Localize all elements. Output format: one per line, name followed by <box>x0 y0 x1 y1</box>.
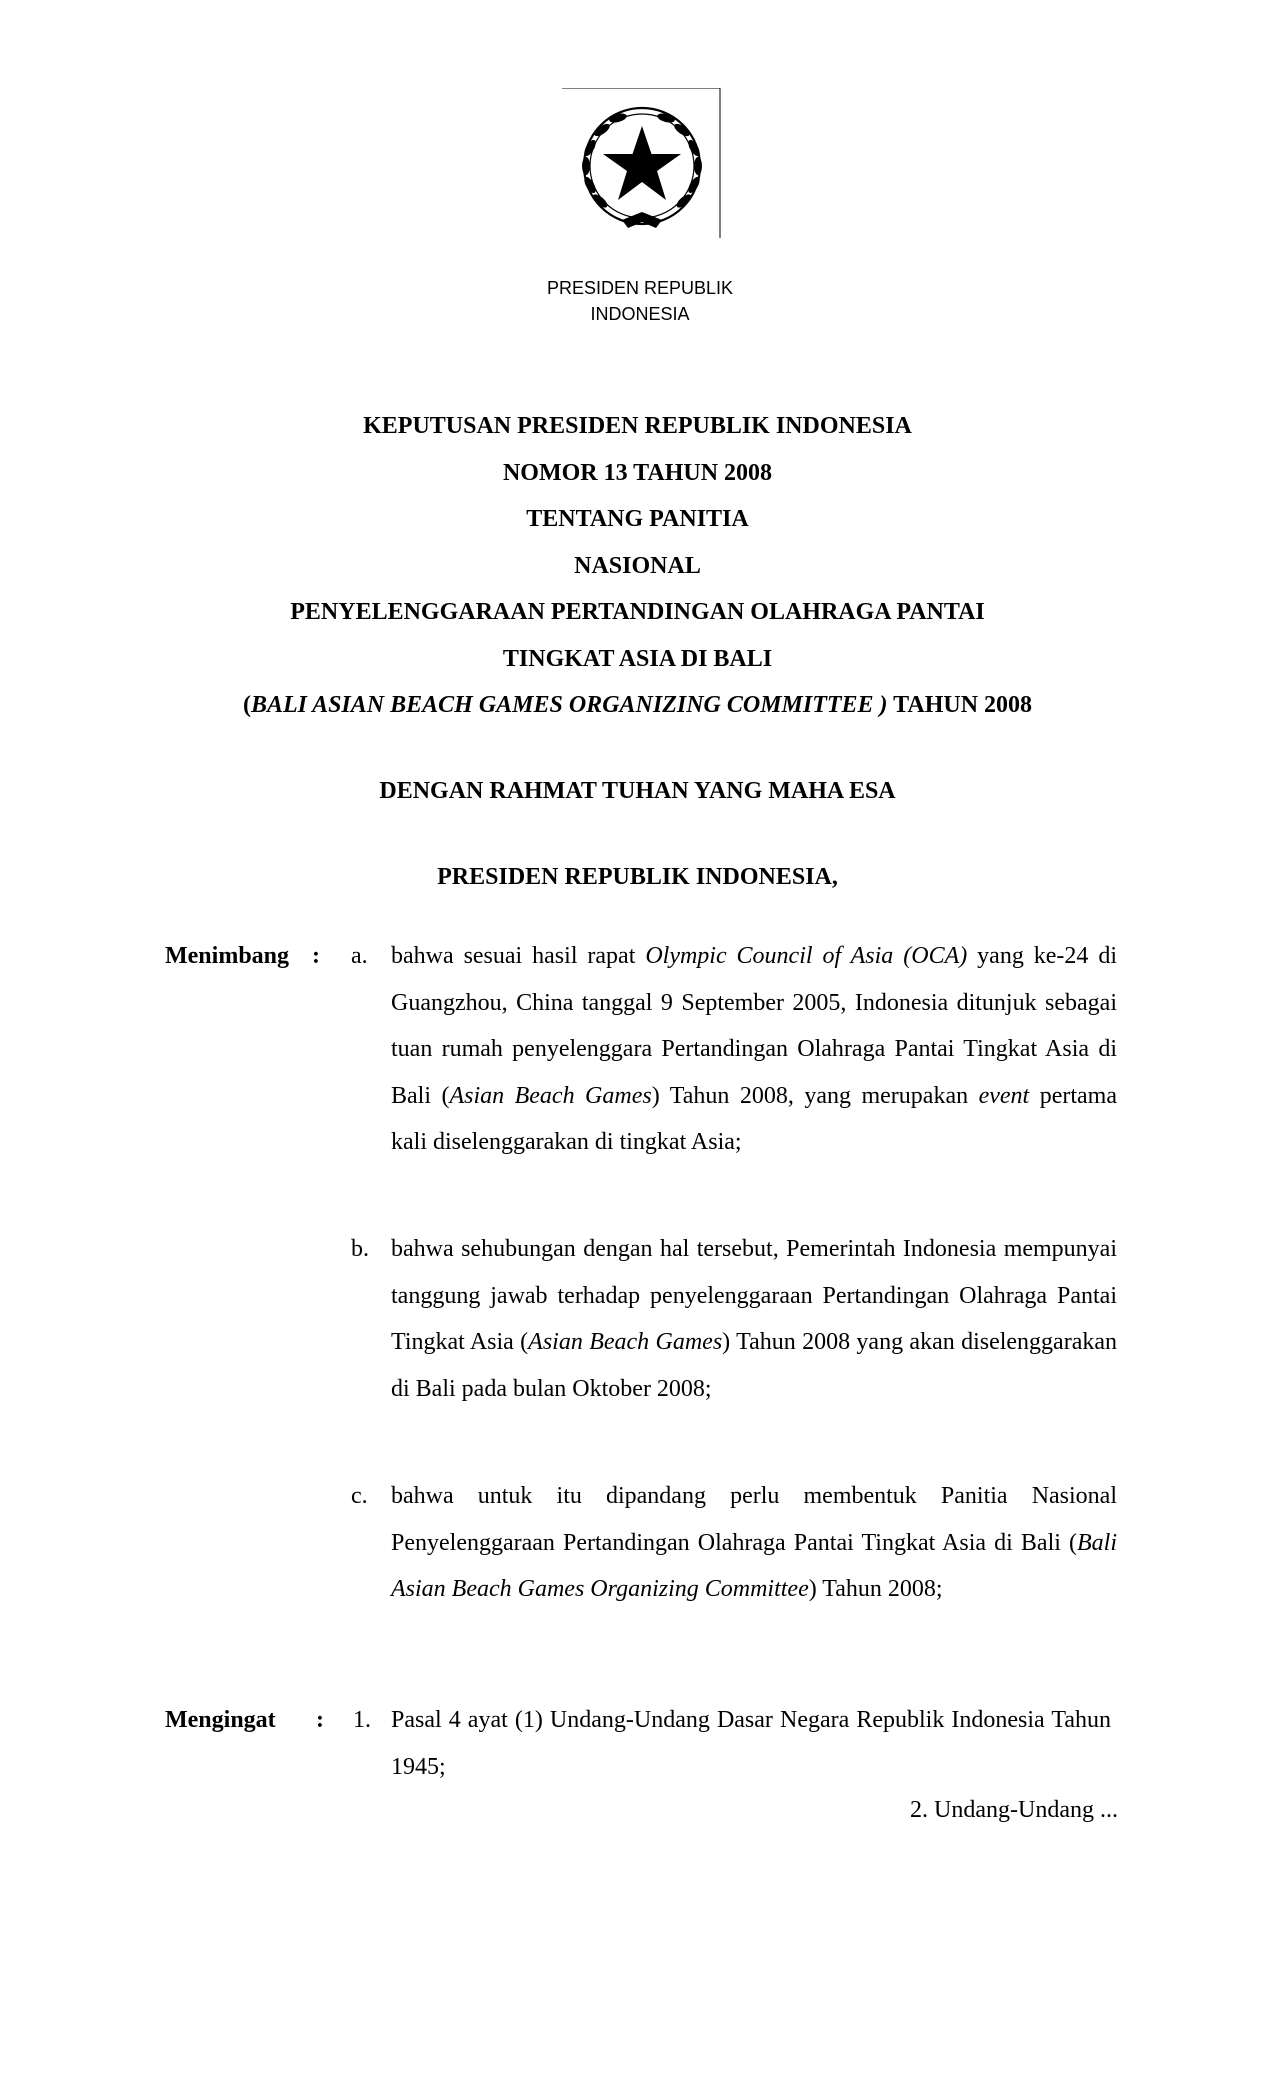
title-line-1: KEPUTUSAN PRESIDEN REPUBLIK INDONESIA <box>363 413 912 439</box>
menimbang-item-b-italic-1: Asian Beach Games <box>528 1329 723 1355</box>
decree-title <box>150 403 1125 729</box>
menimbang-item-a-text-2: yang ke-24 di Guangzhou, China tanggal 9 September 2005, Indonesia ditunjuk sebagai tuan rumah penyelenggara Pertandingan Olahraga Pantai Tingkat Asia di Bali ( <box>391 943 1117 1109</box>
menimbang-item-a-text-4: pertama kali diselenggarakan di tingkat Asia; <box>391 1082 1117 1155</box>
menimbang-item-b-marker: b. <box>351 1236 369 1262</box>
menimbang-item-b-text-1: bahwa sehubungan dengan hal tersebut, Pemerintah Indonesia mempunyai tanggung jawab terhadap penyelenggaraan Pertandingan Olahraga Pantai Tingkat Asia ( <box>391 1236 1117 1355</box>
menimbang-item-a-text-3: ) Tahun 2008, yang merupakan <box>651 1082 979 1109</box>
menimbang-item-c-italic-1: Bali Asian Beach Games Organizing Committee <box>391 1529 1117 1602</box>
menimbang-item-c <box>391 1473 1117 1613</box>
menimbang-colon: : <box>312 943 320 969</box>
title-line-7-italic: BALI ASIAN BEACH GAMES ORGANIZING COMMITTEE ) <box>250 692 888 718</box>
title-line-4: NASIONAL <box>574 552 701 579</box>
emblem-caption <box>500 275 780 327</box>
emblem-caption-line2: INDONESIA <box>590 304 690 324</box>
menimbang-item-a <box>391 933 1117 1166</box>
menimbang-label: Menimbang <box>165 943 290 969</box>
menimbang-item-c-marker: c. <box>351 1483 368 1509</box>
mengingat-item-1: Pasal 4 ayat (1) Undang-Undang Dasar Negara Republik Indonesia Tahun 1945; <box>391 1707 1111 1780</box>
mengingat-item-1-marker: 1. <box>353 1707 371 1733</box>
title-line-2: NOMOR 13 TAHUN 2008 <box>502 459 773 486</box>
mengingat-label: Mengingat <box>165 1707 276 1733</box>
title-line-5: PENYELENGGARAAN PERTANDINGAN OLAHRAGA PANTAI <box>290 599 985 625</box>
menimbang-item-a-text-1: bahwa sesuai hasil rapat <box>391 943 646 969</box>
title-line-7-open: ( <box>242 692 251 718</box>
emblem-caption-line1: PRESIDEN REPUBLIK <box>546 278 734 298</box>
mengingat-colon: : <box>316 1707 324 1733</box>
menimbang-item-b-text-2: ) Tahun 2008 yang akan diselenggarakan di Bali pada bulan Oktober 2008; <box>391 1329 1117 1402</box>
menimbang-item-a-marker: a. <box>351 943 368 969</box>
preamble-presiden: PRESIDEN REPUBLIK INDONESIA, <box>437 864 838 890</box>
menimbang-item-c-text-2: ) Tahun 2008; <box>808 1576 943 1602</box>
star-wreath-emblem-icon <box>562 88 722 248</box>
menimbang-item-a-italic-1: Olympic Council of Asia (OCA) <box>645 943 968 969</box>
menimbang-item-a-italic-2: Asian Beach Games <box>449 1082 652 1109</box>
menimbang-item-a-italic-3: event <box>978 1082 1030 1109</box>
preamble-rahmat: DENGAN RAHMAT TUHAN YANG MAHA ESA <box>379 778 896 804</box>
next-page-reference: 2. Undang-Undang ... <box>910 1797 1118 1823</box>
title-line-7-rest: TAHUN 2008 <box>887 692 1033 718</box>
title-line-3: TENTANG PANITIA <box>526 506 749 532</box>
menimbang-item-b <box>391 1226 1117 1412</box>
menimbang-item-c-text-1: bahwa untuk itu dipandang perlu membentuk Panitia Nasional Penyelenggaraan Pertandingan Olahraga Pantai Tingkat Asia di Bali ( <box>391 1483 1117 1556</box>
title-line-6: TINGKAT ASIA DI BALI <box>502 645 773 672</box>
title-line-7 <box>150 682 1125 729</box>
